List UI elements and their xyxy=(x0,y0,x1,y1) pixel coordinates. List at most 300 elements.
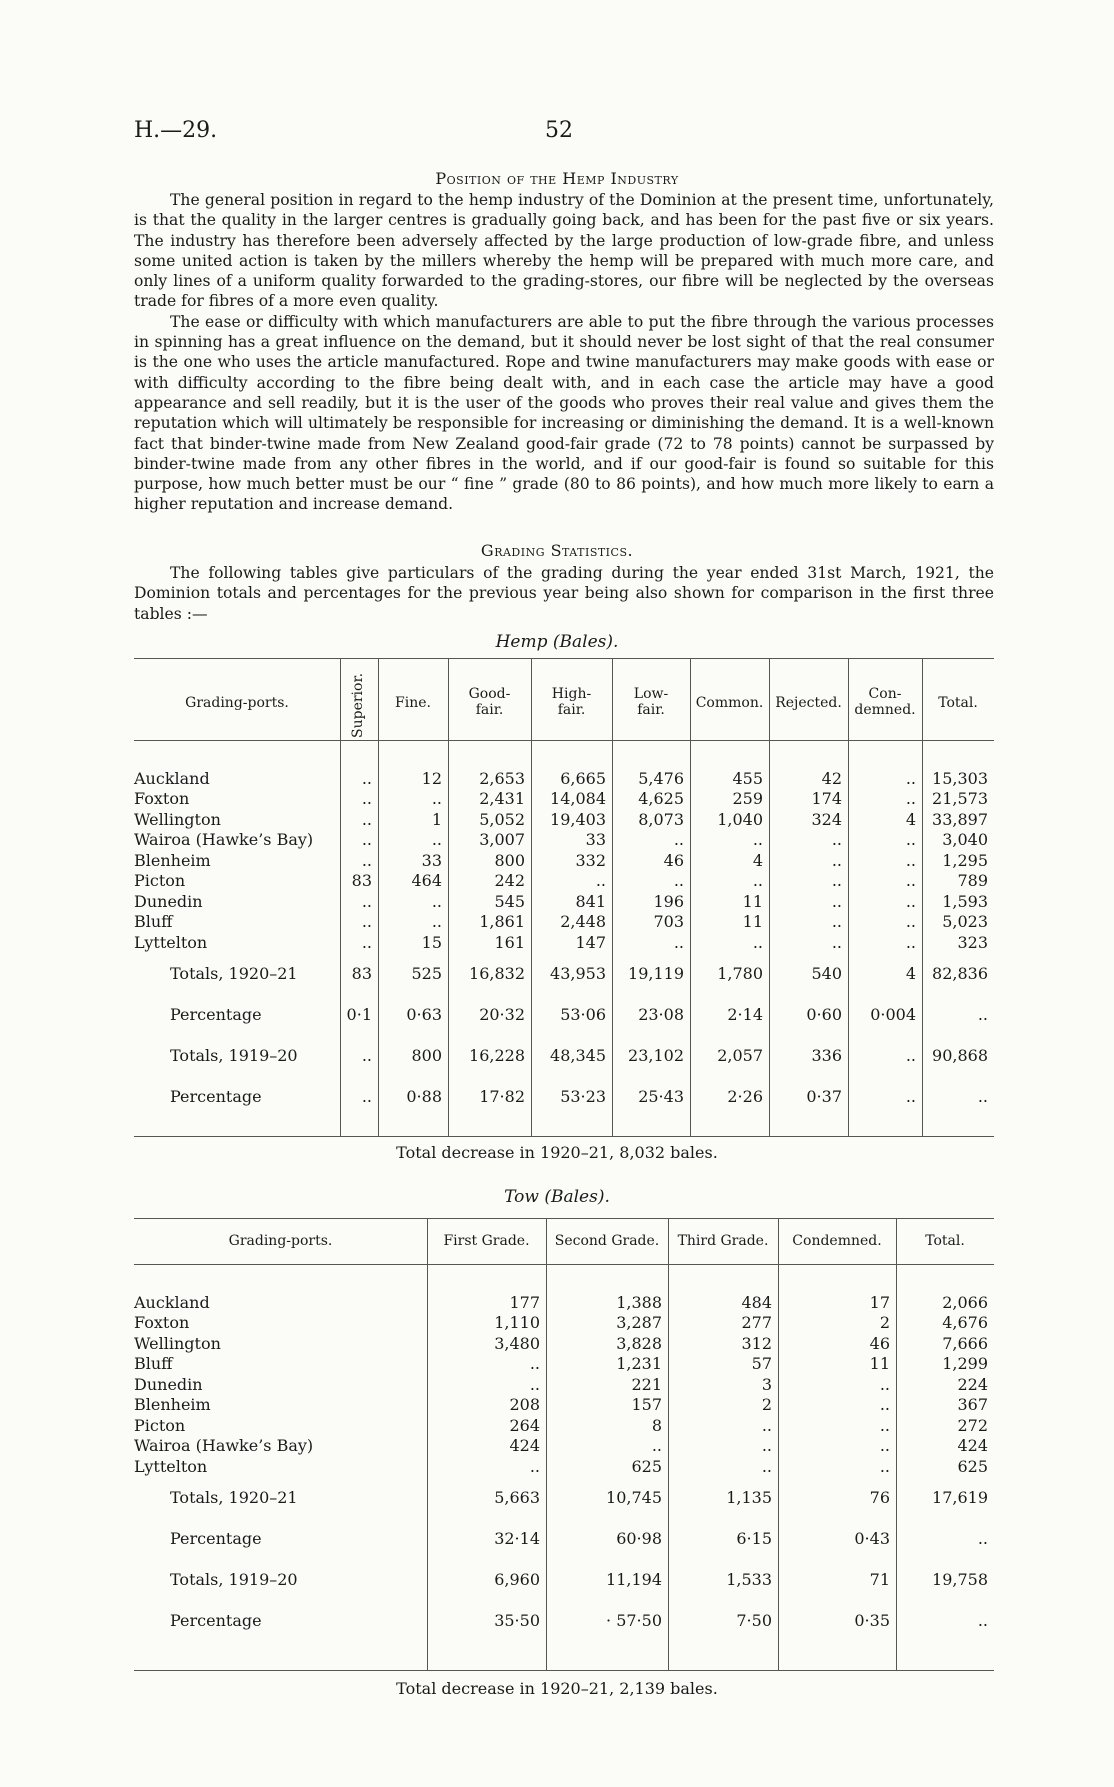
table-cell: .. xyxy=(595,871,606,891)
table-cell: 17 xyxy=(869,1292,890,1312)
table-row xyxy=(134,1292,994,1313)
table-cell: .. xyxy=(905,850,916,870)
table-cell: 33,897 xyxy=(932,809,988,829)
table-cell: 0·63 xyxy=(406,1004,442,1024)
table-cell: .. xyxy=(977,1086,988,1106)
hemp-header-common: Common. xyxy=(695,695,764,711)
table-cell: .. xyxy=(673,871,684,891)
table-row xyxy=(134,1354,994,1375)
row-label-text: Percentage xyxy=(170,1086,262,1106)
table-cell: 90,868 xyxy=(932,1045,988,1065)
tow-table-body xyxy=(134,1292,994,1641)
header-line: Good- xyxy=(468,686,511,702)
totals-row xyxy=(134,1035,994,1076)
table-cell: 16,228 xyxy=(469,1045,525,1065)
table-cell: .. xyxy=(529,1456,540,1476)
table-cell: .. xyxy=(752,830,763,850)
table-cell: 5,052 xyxy=(479,809,525,829)
table-cell: 7·50 xyxy=(736,1610,772,1630)
row-label xyxy=(134,891,340,912)
table-cell: 5,023 xyxy=(942,912,988,932)
rule xyxy=(134,658,994,659)
table-cell: 789 xyxy=(957,871,988,891)
table-cell: 1,135 xyxy=(726,1487,772,1507)
row-label-text: Dunedin xyxy=(134,891,203,911)
table-cell: .. xyxy=(879,1456,890,1476)
table-cell: .. xyxy=(831,871,842,891)
table-cell: 2 xyxy=(879,1313,890,1333)
rule xyxy=(134,1670,994,1671)
hemp-totals xyxy=(134,953,994,1117)
table-cell: 4,625 xyxy=(638,789,684,809)
row-label-text: Bluff xyxy=(134,912,173,932)
table-cell: 17·82 xyxy=(479,1086,525,1106)
table-cell: 6,665 xyxy=(560,768,606,788)
table-cell: .. xyxy=(905,891,916,911)
table-cell: .. xyxy=(761,1415,772,1435)
table-cell: .. xyxy=(361,830,372,850)
table-cell: 2·26 xyxy=(727,1086,763,1106)
table-cell: 312 xyxy=(741,1333,772,1353)
table-cell: .. xyxy=(879,1395,890,1415)
table-cell: 6,960 xyxy=(494,1569,540,1589)
table-cell: 157 xyxy=(631,1395,662,1415)
table-cell: 32·14 xyxy=(494,1528,540,1548)
tow-total-decrease-note: Total decrease in 1920–21, 2,139 bales. xyxy=(396,1679,718,1698)
table-cell: 71 xyxy=(869,1569,890,1589)
table-cell: .. xyxy=(905,871,916,891)
table-cell: 7,666 xyxy=(942,1333,988,1353)
table-cell: 625 xyxy=(631,1456,662,1476)
table-cell: 147 xyxy=(575,932,606,952)
table-cell: 1,388 xyxy=(616,1292,662,1312)
table-cell: .. xyxy=(977,1610,988,1630)
hemp-header-lowfair xyxy=(612,686,690,718)
table-cell: 525 xyxy=(411,963,442,983)
table-cell: 1,593 xyxy=(942,891,988,911)
tow-rows xyxy=(134,1292,994,1477)
table-cell: 3,287 xyxy=(616,1313,662,1333)
table-cell: 4,676 xyxy=(942,1313,988,1333)
row-label-text: Wairoa (Hawke’s Bay) xyxy=(134,1436,314,1456)
table-row xyxy=(134,850,994,871)
rule xyxy=(134,1218,994,1219)
table-cell: .. xyxy=(879,1415,890,1435)
table-cell: 76 xyxy=(869,1487,890,1507)
section-title-grading-statistics: Grading Statistics. xyxy=(480,541,634,560)
tow-header-second: Second Grade. xyxy=(554,1233,660,1249)
table-row xyxy=(134,1313,994,1334)
header-line: fair. xyxy=(637,702,665,718)
table-cell: 16,832 xyxy=(469,963,525,983)
table-cell: 83 xyxy=(351,871,372,891)
table-cell: .. xyxy=(831,912,842,932)
table-cell: 0·43 xyxy=(854,1528,890,1548)
row-label xyxy=(134,1313,427,1334)
table-cell: 53·06 xyxy=(560,1004,606,1024)
table-cell: .. xyxy=(529,1374,540,1394)
table-cell: 0·37 xyxy=(806,1086,842,1106)
table-cell: 177 xyxy=(509,1292,540,1312)
row-label xyxy=(134,1559,427,1600)
table-cell: 161 xyxy=(494,932,525,952)
table-cell: 3 xyxy=(761,1374,772,1394)
table-row xyxy=(134,830,994,851)
table-cell: 3,828 xyxy=(616,1333,662,1353)
row-label xyxy=(134,1518,427,1559)
tow-header-first: First Grade. xyxy=(443,1233,530,1249)
table-cell: 5,476 xyxy=(638,768,684,788)
tow-header-total: Total. xyxy=(925,1233,965,1249)
table-cell: 11 xyxy=(869,1354,890,1374)
paragraph: The general position in regard to the hemp industry of the Dominion at the present time, unfortunately, is that the quality in the larger centres is gradually going back, and has been for the past five or six years. The industry has therefore been adversely affected by the large production of low-grade fibre, and unless some united action is taken by the millers whereby the hemp will be prepared with much more care, and only lines of a uniform quality forwarded to the grading-stores, our fibre will be neglected by the overseas trade for fibres of a more even quality. xyxy=(134,191,994,311)
table-cell: 5,663 xyxy=(494,1487,540,1507)
table-cell: .. xyxy=(361,809,372,829)
table-cell: 703 xyxy=(653,912,684,932)
table-cell: .. xyxy=(831,830,842,850)
row-label-text: Foxton xyxy=(134,1313,190,1333)
table-cell: 19,119 xyxy=(628,963,684,983)
table-cell: 1,780 xyxy=(717,963,763,983)
hemp-total-decrease-note: Total decrease in 1920–21, 8,032 bales. xyxy=(396,1143,718,1162)
table-cell: 2 xyxy=(761,1395,772,1415)
table-cell: .. xyxy=(752,932,763,952)
table-cell: 42 xyxy=(821,768,842,788)
totals-row xyxy=(134,1477,994,1518)
table-cell: 540 xyxy=(811,963,842,983)
table-row xyxy=(134,1456,994,1477)
table-cell: 424 xyxy=(957,1436,988,1456)
row-label-text: Lyttelton xyxy=(134,1456,208,1476)
paragraph: The following tables give particulars of the grading during the year ended 31st March, 1921, the Dominion totals and percentages for the previous year being also shown for comparison in the first three tables :— xyxy=(134,564,994,623)
table-cell: 19,758 xyxy=(932,1569,988,1589)
row-label-text: Wellington xyxy=(134,809,221,829)
row-label-text: Auckland xyxy=(134,1292,210,1312)
table-row xyxy=(134,1374,994,1395)
row-label-text: Auckland xyxy=(134,768,210,788)
table-cell: .. xyxy=(761,1436,772,1456)
table-row xyxy=(134,1333,994,1354)
row-label-text: Lyttelton xyxy=(134,932,208,952)
table-cell: .. xyxy=(879,1374,890,1394)
row-label-text: Percentage xyxy=(170,1528,262,1548)
table-cell: 3,480 xyxy=(494,1333,540,1353)
row-label-text: Dunedin xyxy=(134,1374,203,1394)
table-cell: 2,057 xyxy=(717,1045,763,1065)
row-label xyxy=(134,809,340,830)
hemp-header-condemned xyxy=(848,686,922,718)
row-label xyxy=(134,789,340,810)
tow-totals xyxy=(134,1477,994,1641)
table-cell: 0·60 xyxy=(806,1004,842,1024)
table-cell: 33 xyxy=(421,850,442,870)
table-cell: 324 xyxy=(811,809,842,829)
hemp-table-caption: Hemp (Bales). xyxy=(495,632,619,652)
table-cell: 43,953 xyxy=(550,963,606,983)
tow-header-condemned: Condemned. xyxy=(792,1233,882,1249)
table-cell: .. xyxy=(431,912,442,932)
hemp-header-highfair xyxy=(531,686,612,718)
row-label xyxy=(134,1333,427,1354)
table-cell: 196 xyxy=(653,891,684,911)
table-cell: .. xyxy=(431,789,442,809)
grading-intro xyxy=(134,563,994,624)
hemp-header-rejected: Rejected. xyxy=(775,695,842,711)
table-cell: .. xyxy=(977,1528,988,1548)
rule xyxy=(134,1264,994,1265)
row-label-text: Foxton xyxy=(134,789,190,809)
table-row xyxy=(134,1415,994,1436)
row-label-text: Wairoa (Hawke’s Bay) xyxy=(134,830,314,850)
tow-header-port: Grading-ports. xyxy=(228,1233,333,1249)
table-cell: 221 xyxy=(631,1374,662,1394)
rule xyxy=(134,740,994,741)
row-label xyxy=(134,1456,427,1477)
table-cell: 259 xyxy=(732,789,763,809)
table-cell: 0·1 xyxy=(346,1004,372,1024)
table-cell: 2,066 xyxy=(942,1292,988,1312)
section-title-hemp-industry: Position of the Hemp Industry xyxy=(435,169,679,188)
table-cell: 1,231 xyxy=(616,1354,662,1374)
table-cell: .. xyxy=(905,1086,916,1106)
row-label-text: Totals, 1919–20 xyxy=(170,1569,298,1589)
row-label-text: Totals, 1919–20 xyxy=(170,1045,298,1065)
table-cell: 82,836 xyxy=(932,963,988,983)
totals-row xyxy=(134,1559,994,1600)
table-cell: 4 xyxy=(905,963,916,983)
table-row xyxy=(134,912,994,933)
table-cell: 545 xyxy=(494,891,525,911)
hemp-header-fine: Fine. xyxy=(395,695,431,711)
table-cell: 484 xyxy=(741,1292,772,1312)
table-row xyxy=(134,789,994,810)
header-line: fair. xyxy=(557,702,586,718)
hemp-header-superior: Superior. xyxy=(350,672,366,738)
hemp-table-body xyxy=(134,768,994,1117)
table-row xyxy=(134,891,994,912)
hemp-header-port: Grading-ports. xyxy=(185,695,289,711)
table-cell: .. xyxy=(361,891,372,911)
totals-row xyxy=(134,1600,994,1641)
table-cell: 336 xyxy=(811,1045,842,1065)
table-cell: 2,653 xyxy=(479,768,525,788)
table-cell: 46 xyxy=(663,850,684,870)
table-cell: 1,110 xyxy=(494,1313,540,1333)
table-cell: .. xyxy=(361,1086,372,1106)
table-cell: 12 xyxy=(421,768,442,788)
header-line: demned. xyxy=(854,702,916,718)
row-label xyxy=(134,912,340,933)
table-row xyxy=(134,932,994,953)
table-cell: 35·50 xyxy=(494,1610,540,1630)
table-cell: 3,007 xyxy=(479,830,525,850)
table-cell: 625 xyxy=(957,1456,988,1476)
table-cell: .. xyxy=(431,830,442,850)
row-label xyxy=(134,768,340,789)
table-cell: 25·43 xyxy=(638,1086,684,1106)
row-label-text: Percentage xyxy=(170,1004,262,1024)
paragraph: The ease or difficulty with which manufacturers are able to put the fibre through the various processes in spinning has a great influence on the demand, but it should never be lost sight of that the real consumer is the one who uses the article manufactured. Rope and twine manufacturers may make goods with ease or with difficulty according to the fibre being dealt with, and in each case the article may have a good appearance and sell readily, but it is the user of the goods who proves their real value and gives them the reputation which will ultimately be responsible for increasing or diminishing the demand. It is a well-known fact that binder-twine made from New Zealand good-fair grade (72 to 78 points) cannot be surpassed by binder-twine made from any other fibres in the world, and if our good-fair is found so suitable for this purpose, how much better must be our “ fine ” grade (80 to 86 points), and how much more likely to earn a higher reputation and increase demand. xyxy=(134,312,994,514)
table-row xyxy=(134,809,994,830)
table-cell: 33 xyxy=(585,830,606,850)
table-cell: 60·98 xyxy=(616,1528,662,1548)
row-label-text: Picton xyxy=(134,1415,186,1435)
table-cell: .. xyxy=(831,850,842,870)
table-cell: .. xyxy=(361,1045,372,1065)
row-label-text: Percentage xyxy=(170,1610,262,1630)
table-cell: 8,073 xyxy=(638,809,684,829)
table-cell: .. xyxy=(361,850,372,870)
table-cell: 15 xyxy=(421,932,442,952)
table-cell: .. xyxy=(905,768,916,788)
row-label xyxy=(134,1436,427,1457)
table-cell: 6·15 xyxy=(736,1528,772,1548)
table-cell: 1,299 xyxy=(942,1354,988,1374)
table-cell: 1,533 xyxy=(726,1569,772,1589)
table-cell: 10,745 xyxy=(606,1487,662,1507)
table-cell: .. xyxy=(361,789,372,809)
table-cell: .. xyxy=(905,912,916,932)
table-cell: 455 xyxy=(732,768,763,788)
row-label-text: Blenheim xyxy=(134,1395,211,1415)
table-cell: 0·35 xyxy=(854,1610,890,1630)
row-label xyxy=(134,871,340,892)
table-cell: 0·004 xyxy=(870,1004,916,1024)
table-cell: 208 xyxy=(509,1395,540,1415)
table-cell: 14,084 xyxy=(550,789,606,809)
page-number: 52 xyxy=(545,118,573,143)
table-cell: .. xyxy=(431,891,442,911)
table-cell: 174 xyxy=(811,789,842,809)
table-cell: 3,040 xyxy=(942,830,988,850)
table-cell: .. xyxy=(761,1456,772,1476)
header-line: High- xyxy=(551,686,592,702)
table-cell: 800 xyxy=(494,850,525,870)
row-label xyxy=(134,1035,340,1076)
table-cell: .. xyxy=(879,1436,890,1456)
table-cell: 21,573 xyxy=(932,789,988,809)
table-cell: .. xyxy=(651,1436,662,1456)
table-cell: 1 xyxy=(431,809,442,829)
section-body-hemp-industry xyxy=(134,190,994,515)
table-cell: .. xyxy=(361,932,372,952)
table-cell: 277 xyxy=(741,1313,772,1333)
table-cell: .. xyxy=(529,1354,540,1374)
table-cell: 1,861 xyxy=(479,912,525,932)
table-cell: .. xyxy=(831,891,842,911)
table-cell: 11,194 xyxy=(606,1569,662,1589)
row-label xyxy=(134,1374,427,1395)
table-cell: .. xyxy=(673,932,684,952)
table-cell: 23,102 xyxy=(628,1045,684,1065)
totals-row xyxy=(134,1076,994,1117)
table-cell: 332 xyxy=(575,850,606,870)
row-label xyxy=(134,1477,427,1518)
table-cell: 4 xyxy=(905,809,916,829)
table-cell: 2,431 xyxy=(479,789,525,809)
table-cell: 367 xyxy=(957,1395,988,1415)
table-cell: 841 xyxy=(575,891,606,911)
table-cell: 20·32 xyxy=(479,1004,525,1024)
row-label xyxy=(134,1076,340,1117)
row-label-text: Totals, 1920–21 xyxy=(170,1487,298,1507)
row-label-text: Bluff xyxy=(134,1354,173,1374)
row-label xyxy=(134,1292,427,1313)
table-cell: 323 xyxy=(957,932,988,952)
hemp-rows xyxy=(134,768,994,953)
row-label xyxy=(134,953,340,994)
row-label xyxy=(134,850,340,871)
tow-table-caption: Tow (Bales). xyxy=(504,1187,610,1207)
table-cell: 4 xyxy=(752,850,763,870)
table-row xyxy=(134,1395,994,1416)
table-cell: .. xyxy=(905,932,916,952)
table-row xyxy=(134,1436,994,1457)
table-cell: 15,303 xyxy=(932,768,988,788)
totals-row xyxy=(134,1518,994,1559)
table-cell: .. xyxy=(831,932,842,952)
table-cell: 83 xyxy=(351,963,372,983)
row-label-text: Picton xyxy=(134,871,186,891)
row-label-text: Totals, 1920–21 xyxy=(170,963,298,983)
row-label-text: Wellington xyxy=(134,1333,221,1353)
table-cell: 8 xyxy=(651,1415,662,1435)
table-cell: 53·23 xyxy=(560,1086,606,1106)
table-cell: .. xyxy=(905,1045,916,1065)
table-cell: .. xyxy=(905,789,916,809)
table-cell: 11 xyxy=(742,891,763,911)
table-cell: · 57·50 xyxy=(606,1610,662,1630)
table-row xyxy=(134,871,994,892)
table-cell: 2,448 xyxy=(560,912,606,932)
row-label xyxy=(134,1395,427,1416)
table-cell: 800 xyxy=(411,1045,442,1065)
table-cell: 2·14 xyxy=(727,1004,763,1024)
table-cell: .. xyxy=(673,830,684,850)
table-cell: .. xyxy=(752,871,763,891)
totals-row xyxy=(134,994,994,1035)
row-label xyxy=(134,1415,427,1436)
table-cell: 0·88 xyxy=(406,1086,442,1106)
table-cell: 57 xyxy=(751,1354,772,1374)
row-label xyxy=(134,932,340,953)
row-label xyxy=(134,1354,427,1375)
hemp-header-total: Total. xyxy=(938,695,978,711)
table-cell: 1,040 xyxy=(717,809,763,829)
hemp-header-goodfair xyxy=(448,686,531,718)
table-cell: 264 xyxy=(509,1415,540,1435)
header-line: Con- xyxy=(868,686,902,702)
table-cell: .. xyxy=(361,912,372,932)
totals-row xyxy=(134,953,994,994)
row-label xyxy=(134,994,340,1035)
table-cell: 242 xyxy=(494,871,525,891)
table-cell: .. xyxy=(905,830,916,850)
table-cell: 272 xyxy=(957,1415,988,1435)
row-label-text: Blenheim xyxy=(134,850,211,870)
table-cell: .. xyxy=(977,1004,988,1024)
table-row xyxy=(134,768,994,789)
table-cell: 424 xyxy=(509,1436,540,1456)
document-reference: H.—29. xyxy=(134,118,218,143)
header-line: Low- xyxy=(633,686,669,702)
tow-header-third: Third Grade. xyxy=(677,1233,769,1249)
rule xyxy=(134,1136,994,1137)
row-label xyxy=(134,1600,427,1641)
table-cell: 1,295 xyxy=(942,850,988,870)
table-cell: 224 xyxy=(957,1374,988,1394)
table-cell: 46 xyxy=(869,1333,890,1353)
